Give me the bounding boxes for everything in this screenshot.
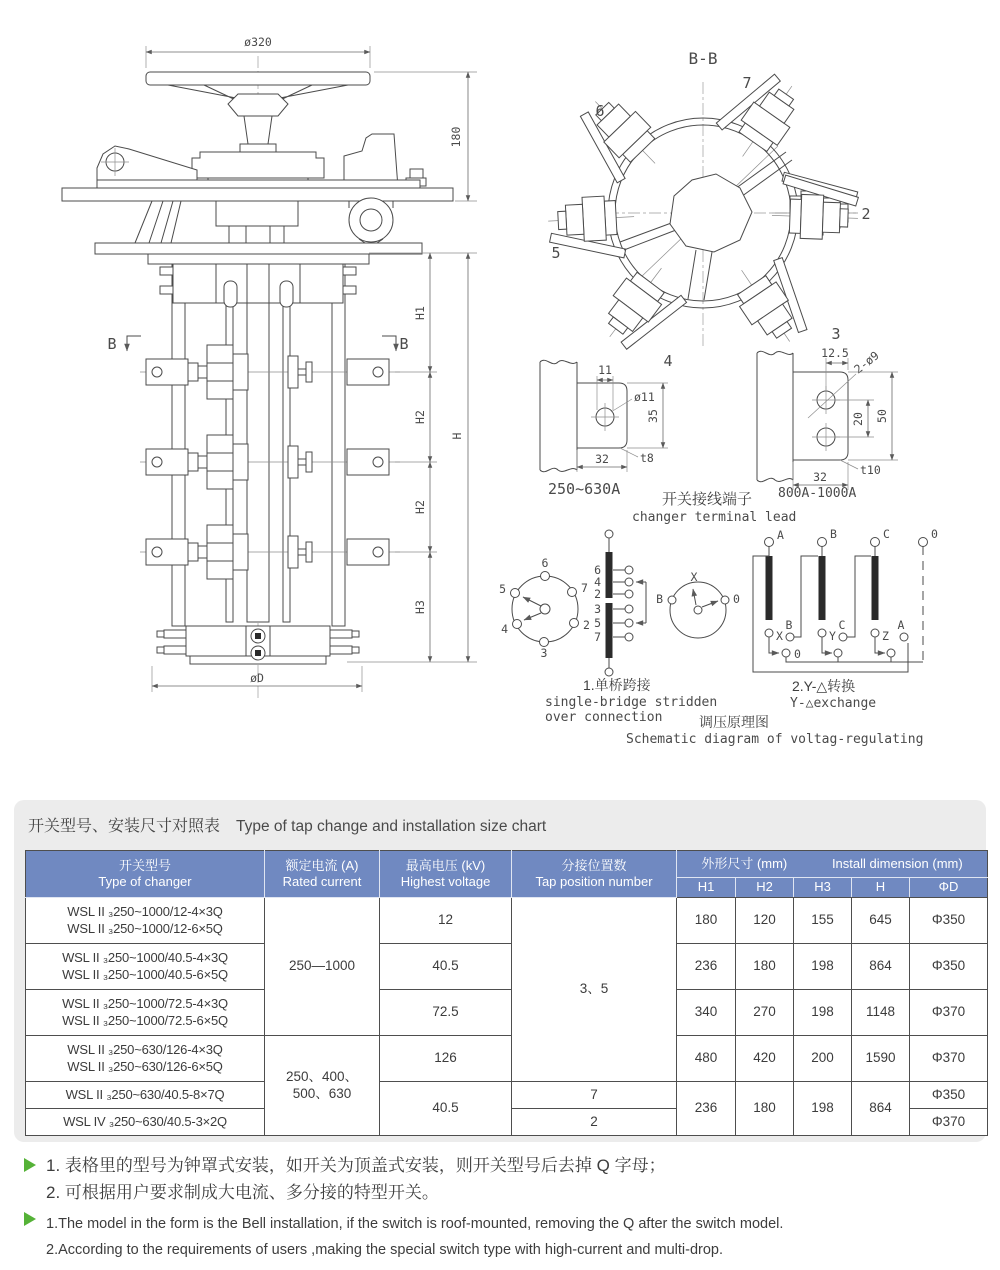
cell-h: 864 [852, 944, 910, 990]
header-h3: H3 [794, 878, 852, 898]
table-row [26, 990, 988, 1036]
cell-h: 864 [852, 1082, 910, 1136]
cell-h3: 198 [794, 944, 852, 990]
cell-tap-position: 2 [512, 1109, 677, 1136]
cell-h3: 198 [794, 1082, 852, 1136]
dim-label-d: øD [250, 671, 264, 685]
cell-voltage: 40.5 [380, 944, 512, 990]
cell-d: Φ350 [910, 1082, 988, 1109]
dim-label-32s: 32 [595, 452, 609, 466]
dim-label-h1: H1 [413, 306, 427, 320]
cell-model: WSL II ₃250~1000/72.5-4×3Q WSL II ₃250~1000/72.5-6×5Q [26, 990, 265, 1036]
header-tap-position: 分接位置数 Tap position number [512, 851, 677, 898]
dial-label-7: 7 [581, 581, 588, 595]
dial-label-6: 6 [541, 556, 549, 570]
cell-h3: 198 [794, 990, 852, 1036]
note-arrow-icon [24, 1158, 36, 1172]
cell-h: 645 [852, 898, 910, 944]
cell-h3: 200 [794, 1036, 852, 1082]
dial-label-5: 5 [499, 582, 506, 596]
cell-h2: 180 [736, 1082, 794, 1136]
dim-label-180: 180 [449, 126, 463, 148]
terminal-label-5: 5 [551, 244, 561, 262]
dim-label-35: 35 [646, 409, 660, 423]
tap-label-2: 2 [594, 587, 601, 601]
section-marker-b-left: B [107, 335, 117, 353]
terminal-label-4: 4 [663, 352, 673, 370]
dim-label-32l: 32 [813, 470, 827, 484]
cell-rated-current: 250—1000 [265, 898, 380, 1036]
schematic-title-cn: 调压原理图 [699, 714, 769, 730]
cell-rated-current: 250、400、 500、630 [265, 1036, 380, 1136]
dim-label-t8: t8 [640, 451, 654, 465]
cell-h: 1148 [852, 990, 910, 1036]
cell-h2: 420 [736, 1036, 794, 1082]
cell-h1: 180 [677, 898, 736, 944]
bridge-caption-en1: single-bridge stridden [545, 695, 718, 710]
dim-label-20: 20 [851, 412, 865, 426]
spec-table [25, 850, 988, 1136]
cell-d: Φ350 [910, 944, 988, 990]
cell-d: Φ350 [910, 898, 988, 944]
table-row [26, 944, 988, 990]
tap-label-4: 4 [594, 575, 601, 589]
note-block-cn [24, 1152, 974, 1206]
section-title: B-B [688, 49, 718, 68]
header-highest-voltage: 最高电压 (kV) Highest voltage [380, 851, 512, 898]
terminal-label-2: 2 [861, 205, 871, 223]
cell-h1: 340 [677, 990, 736, 1036]
dim-label-h3: H3 [413, 600, 427, 614]
cell-voltage: 40.5 [380, 1082, 512, 1136]
winding-label-x: X [776, 629, 783, 643]
cell-h: 1590 [852, 1036, 910, 1082]
cell-d: Φ370 [910, 990, 988, 1036]
dim-label-320: ø320 [244, 35, 272, 49]
cell-voltage: 12 [380, 898, 512, 944]
phase-label-c: C [883, 527, 890, 541]
cell-h1: 236 [677, 944, 736, 990]
note-arrow-icon [24, 1212, 36, 1226]
cell-model: WSL II ₃250~630/40.5-8×7Q [26, 1082, 265, 1109]
note-cn-line2: 2. 可根据用户要求制成大电流、多分接的特型开关。 [46, 1183, 439, 1202]
table-row [26, 1082, 988, 1109]
winding-label-02: 0 [794, 647, 801, 661]
winding-label-z: Z [882, 629, 889, 643]
winding-label-y: Y [829, 629, 836, 643]
terminal-label-3: 3 [831, 325, 841, 343]
cell-model: WSL IV ₃250~630/40.5-3×2Q [26, 1109, 265, 1136]
bridge-caption-cn: 1.单桥跨接 [583, 677, 651, 693]
tap-label-6: 6 [594, 563, 601, 577]
winding-label-c2: C [838, 618, 846, 632]
ydelta-caption-en: Y-△exchange [790, 696, 877, 711]
section-view-bb [547, 49, 870, 370]
note-en-line1: 1.The model in the form is the Bell installation, if the switch is roof-mounted, removing the Q after the switch model. [46, 1216, 784, 1232]
table-panel [14, 800, 986, 1142]
header-d: ΦD [910, 878, 988, 898]
note-en-line2: 2.According to the requirements of users ,making the special switch type with high-current and multi-drop. [46, 1242, 723, 1258]
cell-model: WSL II ₃250~1000/12-4×3Q WSL II ₃250~1000/12-6×5Q [26, 898, 265, 944]
dim-label-h2b: H2 [413, 500, 427, 514]
terminal-lead-caption-en: changer terminal lead [632, 510, 797, 525]
note-block-en [24, 1206, 974, 1263]
cell-h1: 480 [677, 1036, 736, 1082]
footnotes [24, 1152, 974, 1263]
dial-label-3: 3 [540, 646, 548, 660]
section-marker-b-right: B [399, 335, 409, 353]
table-title-cn: 开关型号、安装尺寸对照表 [28, 818, 221, 835]
phase-label-0: 0 [931, 527, 938, 541]
header-h1: H1 [677, 878, 736, 898]
dim-label-t10: t10 [860, 463, 881, 477]
table-title-en: Type of tap change and installation size chart [236, 818, 547, 835]
winding-label-a2: A [897, 618, 905, 632]
header-h2: H2 [736, 878, 794, 898]
cell-d: Φ370 [910, 1036, 988, 1082]
cell-tap-position: 7 [512, 1082, 677, 1109]
header-h: H [852, 878, 910, 898]
cell-h2: 120 [736, 898, 794, 944]
dim-label-11: 11 [598, 363, 612, 377]
front-view-drawing [62, 35, 477, 700]
dial-label-4: 4 [501, 622, 508, 636]
dim-label-2d9: 2-ø9 [851, 348, 882, 377]
schematic-y-delta [753, 527, 938, 711]
dim-label-50: 50 [875, 409, 889, 423]
header-type-of-changer: 开关型号 Type of changer [26, 851, 265, 898]
terminal-lead-large [757, 346, 898, 501]
selector-label-0: 0 [733, 592, 740, 606]
lead-label-small: 250~630A [548, 480, 621, 498]
terminal-lead-caption-cn: 开关接线端子 [662, 491, 753, 508]
dial-label-2: 2 [583, 618, 590, 632]
table-row [26, 1036, 988, 1082]
terminal-lead-small [540, 360, 668, 498]
dim-label-h2a: H2 [413, 410, 427, 424]
lead-label-large: 800A-1000A [778, 486, 857, 501]
dim-label-d11: ø11 [634, 390, 655, 404]
bridge-caption-en2: over connection [545, 710, 663, 725]
terminal-label-7: 7 [742, 74, 752, 92]
cell-h1: 236 [677, 1082, 736, 1136]
selector-label-x: X [690, 570, 698, 584]
dim-label-h: H [450, 432, 464, 440]
dim-label-125: 12.5 [821, 346, 849, 360]
cell-d: Φ370 [910, 1109, 988, 1136]
schematic-bridge [499, 530, 740, 725]
cell-voltage: 126 [380, 1036, 512, 1082]
cell-model: WSL II ₃250~630/126-4×3Q WSL II ₃250~630/126-6×5Q [26, 1036, 265, 1082]
header-install-dimension: 外形尺寸 (mm) Install dimension (mm) [677, 851, 988, 878]
phase-label-b: B [830, 527, 837, 541]
tap-label-7: 7 [594, 630, 601, 644]
note-cn-line1: 1. 表格里的型号为钟罩式安装，如开关为顶盖式安装，则开关型号后去掉 Q 字母； [46, 1156, 666, 1175]
phase-label-a: A [777, 528, 784, 542]
schematic-title-en: Schematic diagram of voltag-regulating [626, 732, 924, 747]
cell-voltage: 72.5 [380, 990, 512, 1036]
cell-tap-position: 3、5 [512, 898, 677, 1082]
selector-label-b: B [656, 592, 663, 606]
ydelta-caption-cn: 2.Y-△转换 [792, 678, 856, 694]
winding-label-b2: B [785, 618, 793, 632]
cell-model: WSL II ₃250~1000/40.5-4×3Q WSL II ₃250~1000/40.5-6×5Q [26, 944, 265, 990]
cell-h2: 270 [736, 990, 794, 1036]
header-rated-current: 额定电流 (A) Rated current [265, 851, 380, 898]
cell-h3: 155 [794, 898, 852, 944]
cell-h2: 180 [736, 944, 794, 990]
terminal-label-6: 6 [595, 102, 605, 120]
table-row [26, 898, 988, 944]
table-title [28, 813, 546, 836]
tap-label-3: 3 [594, 602, 601, 616]
tap-label-5: 5 [594, 616, 601, 630]
